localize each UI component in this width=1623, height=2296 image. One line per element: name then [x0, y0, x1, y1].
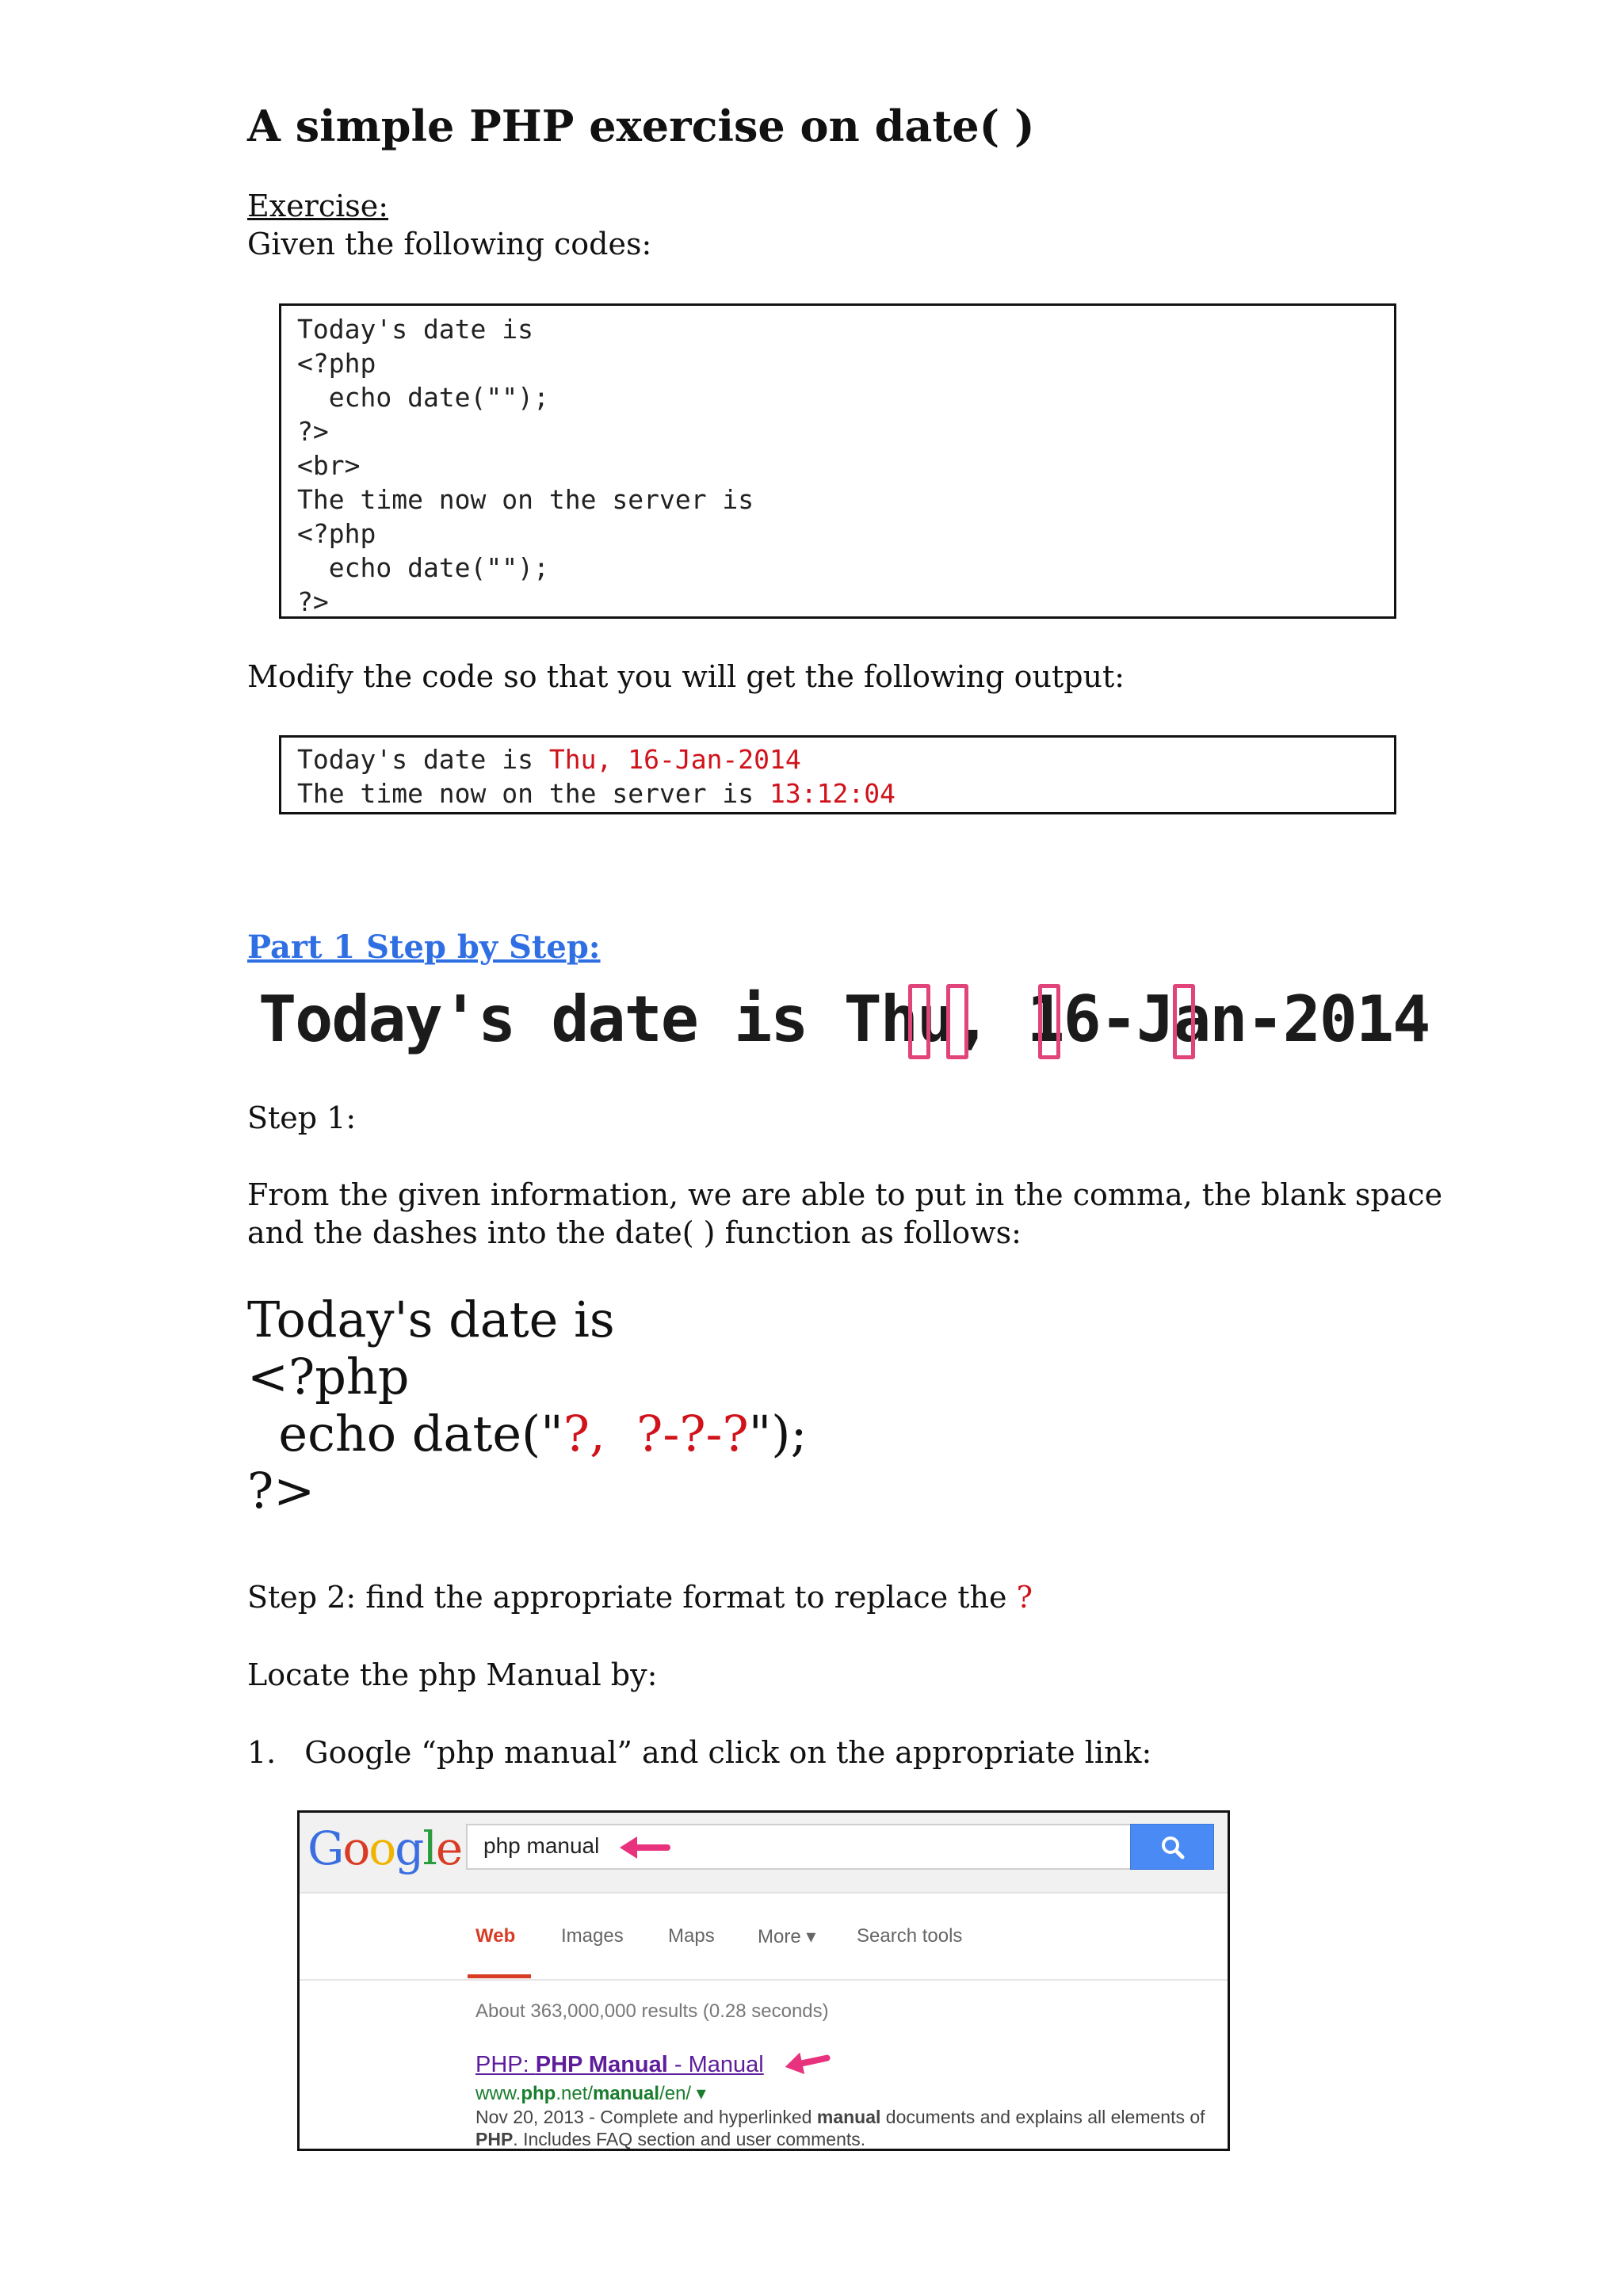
- step2-symbol: ?: [1016, 1580, 1033, 1615]
- search-icon: [1131, 1825, 1215, 1871]
- given-text: Given the following codes:: [247, 227, 652, 261]
- date-month: Jan: [1136, 982, 1247, 1056]
- google-search-button[interactable]: [1130, 1824, 1214, 1870]
- date-illustration: [254, 976, 1430, 1063]
- result-url-part: www.: [475, 2083, 521, 2104]
- modify-text: Modify the code so that you will get the following output:: [247, 659, 1125, 694]
- page-title: A simple PHP exercise on date( ): [247, 101, 1035, 151]
- code-line: Today's date is: [297, 314, 534, 345]
- big-code-line: [247, 1405, 807, 1463]
- date-illustration-text: [258, 976, 1429, 1063]
- date-dash: -: [1099, 982, 1136, 1056]
- big-code-line: ?>: [247, 1462, 315, 1520]
- output-date-value: Thu, 16-Jan-2014: [548, 744, 801, 775]
- arrow-annotation-icon: [626, 1844, 670, 1851]
- output-line-2-prefix: The time now on the server is: [297, 778, 770, 809]
- step1-text-line1: From the given information, we are able to put in the comma, the blank space: [247, 1177, 1443, 1212]
- snippet-part: documents and explains all elements of: [880, 2107, 1205, 2127]
- big-code-line: Today's date is: [247, 1291, 615, 1348]
- logo-letter: G: [307, 1821, 343, 1875]
- step2-prefix: Step 2: find the appropriate format to replace the: [247, 1580, 1017, 1615]
- code-line: echo date("");: [297, 382, 549, 413]
- code-block-output: [279, 735, 1396, 814]
- list-item-1: [247, 1733, 1151, 1772]
- result-title-part: PHP:: [475, 2052, 536, 2077]
- date-prefix: Today's date is Thu: [258, 982, 954, 1056]
- date-space: [990, 982, 1026, 1056]
- highlight-box-dash: [1173, 984, 1195, 1059]
- logo-letter: o: [369, 1821, 395, 1875]
- result-title-part: PHP Manual: [535, 2052, 668, 2077]
- big-code-suffix: ");: [748, 1405, 808, 1463]
- google-search-input[interactable]: [466, 1824, 1132, 1870]
- active-tab-indicator: [468, 1974, 531, 1978]
- search-query: php manual: [483, 1833, 600, 1858]
- result-stats: About 363,000,000 results (0.28 seconds): [475, 2000, 829, 2022]
- logo-letter: g: [395, 1821, 423, 1875]
- date-dash: -: [1246, 982, 1283, 1056]
- tab-more[interactable]: More ▾: [758, 1926, 816, 1947]
- date-year: 2014: [1282, 982, 1430, 1056]
- big-code-line: <?php: [247, 1348, 410, 1405]
- code-line: ?>: [297, 416, 329, 447]
- result-title-part: - Manual: [667, 2052, 764, 2077]
- output-time-value: 13:12:04: [769, 778, 896, 809]
- list-number: 1.: [247, 1735, 277, 1770]
- result-url-part: manual: [593, 2083, 660, 2104]
- code-line: <?php: [297, 348, 376, 379]
- result-url-part: /en/ ▾: [659, 2083, 706, 2104]
- result-url-part: .net/: [556, 2083, 594, 2104]
- code-line: echo date("");: [297, 552, 549, 583]
- big-code-block: [247, 1291, 807, 1520]
- step2-text: [247, 1578, 1033, 1616]
- google-screenshot: [297, 1810, 1230, 2151]
- step1-text-line2: and the dashes into the date( ) function as follows:: [247, 1215, 1022, 1250]
- big-code-placeholders: ?, ?-?-?: [563, 1405, 749, 1463]
- highlight-box-comma: [908, 984, 930, 1059]
- output-line-2: [297, 776, 896, 810]
- logo-letter: o: [342, 1821, 369, 1875]
- result-snippet: [475, 2106, 1220, 2150]
- output-line-1-prefix: Today's date is: [297, 744, 549, 775]
- highlight-box-space: [946, 984, 968, 1059]
- locate-text: Locate the php Manual by:: [247, 1657, 658, 1692]
- part1-heading[interactable]: Part 1 Step by Step:: [247, 929, 601, 966]
- code-line: <br>: [297, 450, 361, 481]
- highlight-box-dash: [1038, 984, 1060, 1059]
- tab-web[interactable]: Web: [475, 1925, 516, 1947]
- code-line: The time now on the server is: [297, 484, 754, 515]
- list-item-text: Google “php manual” and click on the appropriate link:: [304, 1735, 1152, 1770]
- date-day: 16: [1026, 982, 1100, 1056]
- code-line: ?>: [297, 586, 329, 617]
- big-code-echo: echo date(": [247, 1405, 563, 1463]
- snippet-part: Nov 20, 2013 - Complete and hyperlinked: [475, 2107, 817, 2127]
- code-line: <?php: [297, 518, 376, 549]
- exercise-label: Exercise:: [247, 189, 389, 223]
- code-block-given: [279, 303, 1396, 619]
- result-title-link[interactable]: [475, 2052, 764, 2078]
- google-tabs: [300, 1892, 1228, 1981]
- snippet-part: manual: [816, 2107, 881, 2127]
- result-url[interactable]: [475, 2082, 706, 2105]
- google-logo: [307, 1821, 461, 1876]
- tab-search-tools[interactable]: Search tools: [857, 1925, 963, 1947]
- snippet-part: . Includes FAQ section and user comments.: [513, 2129, 866, 2149]
- snippet-part: PHP: [475, 2129, 514, 2149]
- logo-letter: e: [435, 1821, 462, 1875]
- tab-maps[interactable]: Maps: [668, 1925, 715, 1947]
- result-url-part: php: [521, 2083, 556, 2104]
- step1-label: Step 1:: [247, 1100, 357, 1135]
- tab-images[interactable]: Images: [561, 1925, 624, 1947]
- arrow-annotation-icon: [791, 2054, 831, 2069]
- output-line-1: [297, 742, 896, 776]
- google-topbar: [300, 1813, 1228, 1894]
- logo-letter: l: [422, 1821, 436, 1875]
- date-comma: ,: [953, 982, 991, 1056]
